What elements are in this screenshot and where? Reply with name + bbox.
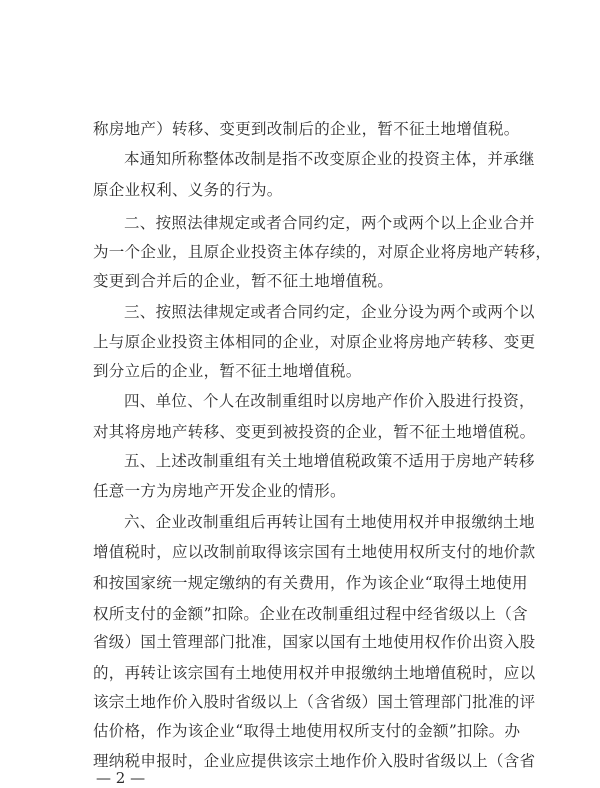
text-line: 上与原企业投资主体相同的企业，对原企业将房地产转移、变更	[93, 333, 536, 351]
text-line: 称房地产）转移、变更到改制后的企业，暂不征土地增值税。	[93, 120, 520, 138]
text-line: 理纳税申报时，企业应提供该宗土地作价入股时省级以上（含省	[93, 752, 536, 770]
text-line: 对其将房地产转移、变更到被投资的企业，暂不征土地增值税。	[93, 423, 536, 441]
text-line: 的，再转让该宗国有土地使用权并申报缴纳土地增值税时，应以	[93, 664, 536, 682]
text-line: 和按国家统一规定缴纳的有关费用，作为该企业“取得土地使用	[93, 574, 528, 592]
text-line: 四、单位、个人在改制重组时以房地产作价入股进行投资，	[124, 392, 535, 410]
text-line: 估价格，作为该企业“取得土地使用权所支付的金额”扣除。办	[93, 722, 521, 740]
text-line: 省级）国土管理部门批准，国家以国有土地使用权作价出资入股	[93, 633, 536, 651]
text-line: 原企业权利、义务的行为。	[93, 181, 283, 199]
text-line: 本通知所称整体改制是指不改变原企业的投资主体，并承继	[124, 150, 535, 168]
page-number: — 2 —	[96, 769, 146, 787]
text-line: 任意一方为房地产开发企业的情形。	[93, 482, 346, 500]
text-line: 权所支付的金额”扣除。企业在改制重组过程中经省级以上（含	[93, 605, 528, 623]
text-line: 二、按照法律规定或者合同约定，两个或两个以上企业合并	[124, 214, 535, 232]
text-line: 变更到合并后的企业，暂不征土地增值税。	[93, 272, 394, 290]
text-line: 该宗土地作价入股时省级以上（含省级）国土管理部门批准的评	[93, 693, 536, 711]
text-line: 三、按照法律规定或者合同约定，企业分设为两个或两个以	[124, 303, 535, 321]
text-line: 为一个企业，且原企业投资主体存续的，对原企业将房地产转移，	[93, 243, 552, 261]
text-line: 到分立后的企业，暂不征土地增值税。	[93, 362, 362, 380]
text-line: 五、上述改制重组有关土地增值税政策不适用于房地产转移	[124, 452, 535, 470]
text-line: 增值税时，应以改制前取得该宗国有土地使用权所支付的地价款	[93, 543, 536, 561]
text-line: 六、企业改制重组后再转让国有土地使用权并申报缴纳土地	[124, 513, 535, 531]
